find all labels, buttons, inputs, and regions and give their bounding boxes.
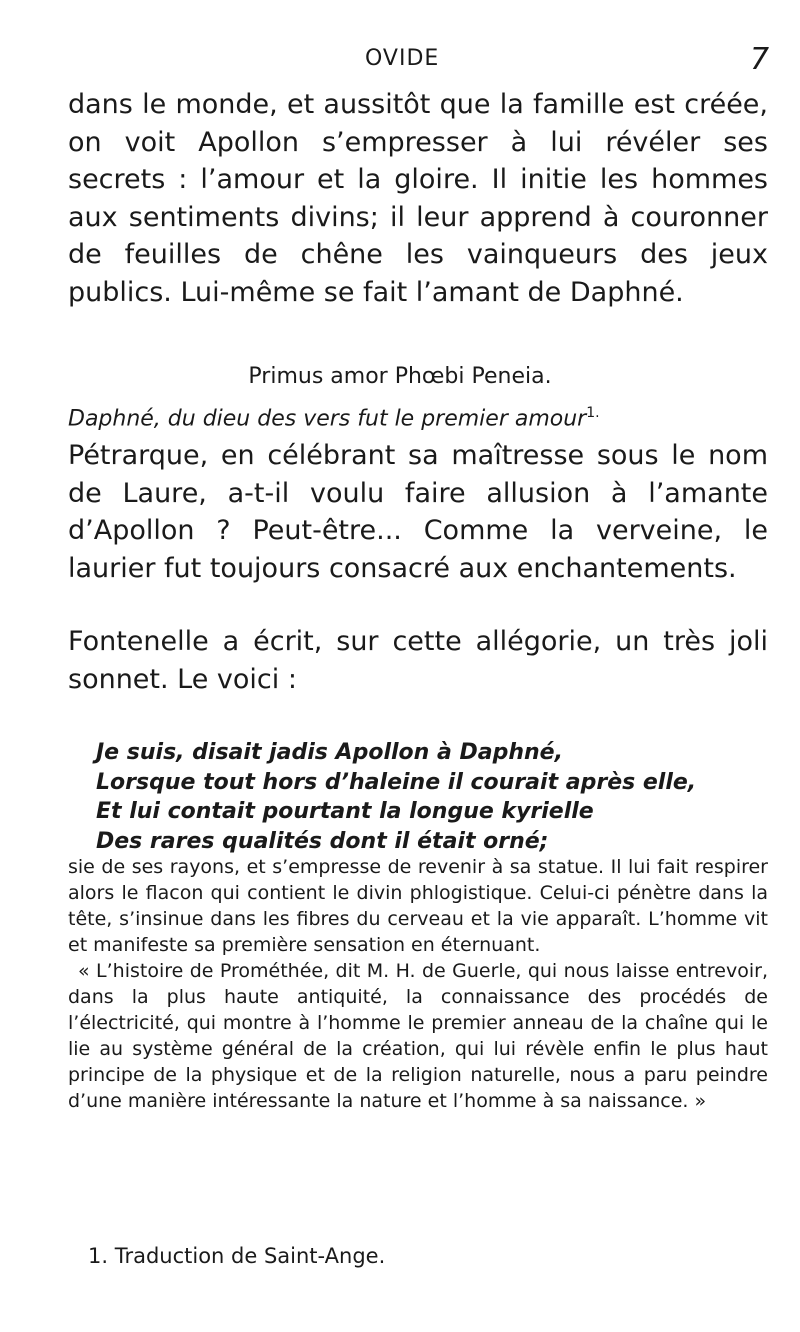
paragraph-petrarque: Pétrarque, en célébrant sa maîtresse sous le nom de Laure, a-t-il voulu faire allusion à l’amante d’Apollon ? Peut-être... Comme la verveine, le laurier fut toujours consacré aux enchantements. <box>68 440 768 584</box>
running-title: OVIDE <box>365 46 440 71</box>
paragraph-statue: sie de ses rayons, et s’empresse de revenir à sa statue. Il lui fait respirer alors le flacon qui contient le divin phlogistique. Celui-ci pénètre dans la tête, s’insinue dans les fibres du cerveau et la vie apparaît. L’homme vit et manifeste sa première sensation en éternuant. <box>68 856 768 956</box>
french-quote <box>68 398 768 434</box>
poem-line: Des rares qualités dont il était orné; <box>96 828 549 854</box>
footnote: 1. Traduction de Saint-Ange. <box>88 1244 386 1268</box>
paragraph-apollon: dans le monde, et aussitôt que la famille est créée, on voit Apollon s’empresser à lui révéler ses secrets : l’amour et la gloire. Il initie les hommes aux sentiments divins; il leur apprend à couronner de feuilles de chêne les vainqueurs des jeux publics. Lui-même se fait l’amant de Daphné. <box>68 89 768 308</box>
sonnet <box>96 738 776 856</box>
latin-quote: Primus amor Phœbi Peneia. <box>248 364 552 389</box>
poem-line: Et lui contait pourtant la longue kyrielle <box>96 799 594 824</box>
paragraph-fontenelle: Fontenelle a écrit, sur cette allégorie, un très joli sonnet. Le voici : <box>68 626 768 695</box>
french-quote-text: Daphné, du dieu des vers fut le premier amour <box>68 406 587 432</box>
poem-line: Lorsque tout hors d’haleine il courait après elle, <box>96 769 697 795</box>
poem-line: Je suis, disait jadis Apollon à Daphné, <box>96 740 563 765</box>
paragraph-promethee: « L’histoire de Prométhée, dit M. H. de Guerle, qui nous laisse entrevoir, dans la plus haute antiquité, la connaissance des procédés de l’électricité, qui montre à l’homme le premier anneau de la chaîne qui le lie au système général de la création, qui lui révèle enfin le plus haut principe de la physique et de la religion naturelle, nous a paru peindre d’une manière intéressante la nature et l’homme à sa naissance. » <box>68 960 768 1112</box>
footnote-ref: 1. <box>586 405 600 421</box>
page-number: 7 <box>750 42 770 77</box>
running-head <box>0 40 800 80</box>
